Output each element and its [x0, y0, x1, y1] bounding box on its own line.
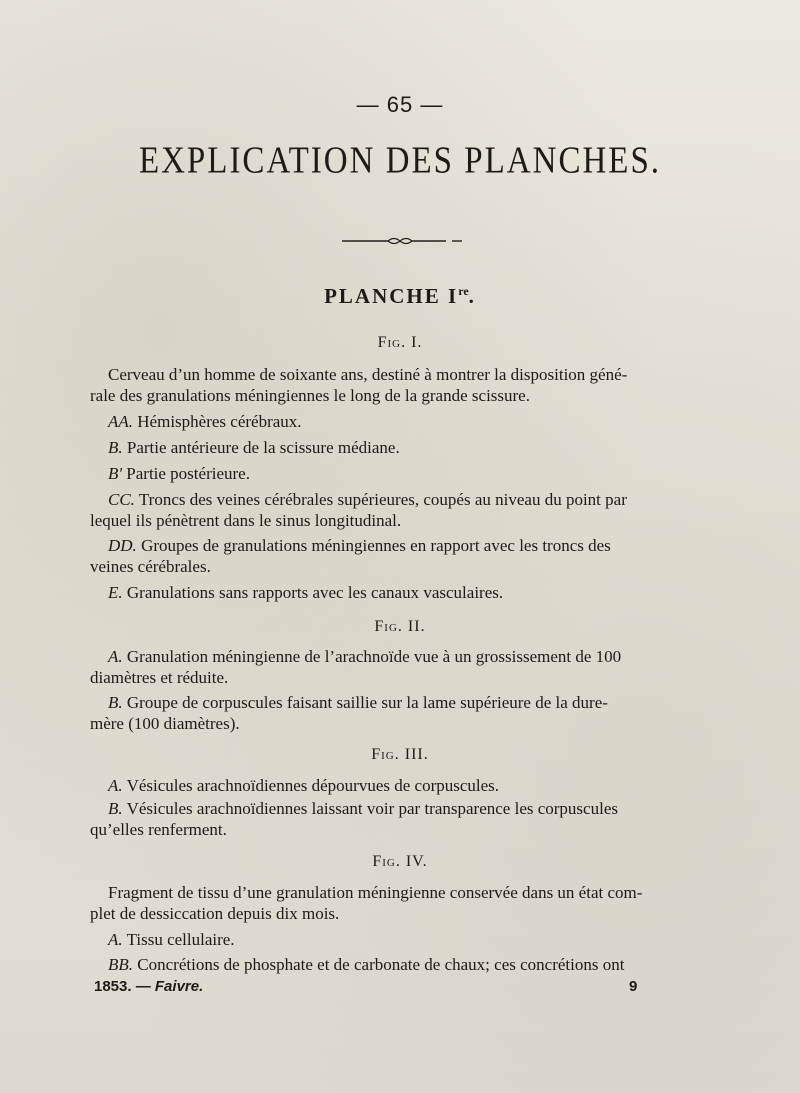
figure-paragraph: CC. Troncs des veines cérébrales supérieures, coupés au niveau du point par [108, 490, 627, 509]
footer-year: 1853. — [94, 978, 151, 995]
figure-paragraph: A. Granulation méningienne de l’arachnoïde vue à un grossissement de 100 [108, 647, 622, 666]
figure-paragraph: plet de dessiccation depuis dix mois. [90, 904, 340, 923]
page-footer [94, 978, 694, 995]
figure-heading: Fig. IV. [372, 853, 428, 870]
figure-paragraph: A. Tissu cellulaire. [108, 930, 235, 949]
figure-paragraph: mère (100 diamètres). [90, 714, 240, 733]
figure-paragraph: AA. Hémisphères cérébraux. [108, 412, 302, 431]
footer-author: Faivre. [154, 978, 204, 995]
figure-paragraph: veines cérébrales. [90, 557, 211, 576]
plate-label: PLANCHE I [324, 284, 459, 308]
figure-paragraph: B. Partie antérieure de la scissure médiane. [108, 438, 400, 457]
signature-mark: 9 [629, 978, 638, 995]
figure-heading: Fig. II. [374, 618, 426, 635]
figure-paragraph: E. Granulations sans rapports avec les canaux vasculaires. [108, 583, 504, 602]
ornament-divider [342, 236, 462, 246]
figure-heading: Fig. I. [377, 334, 423, 351]
plate-period: . [468, 284, 476, 308]
plate-superscript: re [458, 284, 469, 298]
figure-paragraph: rale des granulations méningiennes le long de la grande scissure. [90, 386, 530, 405]
page-title: EXPLICATION DES PLANCHES. [138, 140, 662, 182]
page-number: — 65 — [356, 92, 444, 117]
figure-heading: Fig. III. [371, 746, 429, 763]
figure-paragraph: B. Vésicules arachnoïdiennes laissant voir par transparence les corpuscules [108, 799, 618, 818]
figure-paragraph: qu’elles renferment. [90, 820, 227, 839]
figure-paragraph: BB. Concrétions de phosphate et de carbonate de chaux; ces concrétions ont [108, 955, 625, 974]
figure-paragraph: A. Vésicules arachnoïdiennes dépourvues de corpuscules. [108, 776, 500, 795]
figure-paragraph: DD. Groupes de granulations méningiennes en rapport avec les troncs des [108, 536, 611, 555]
figure-paragraph: Fragment de tissu d’une granulation méningienne conservée dans un état com- [108, 883, 643, 902]
figure-paragraph: Cerveau d’un homme de soixante ans, destiné à montrer la disposition géné- [108, 365, 628, 384]
figure-paragraph: lequel ils pénètrent dans le sinus longitudinal. [90, 511, 402, 530]
figure-paragraph: diamètres et réduite. [90, 668, 229, 687]
figure-paragraph: B. Groupe de corpuscules faisant saillie sur la lame supérieure de la dure- [108, 693, 608, 712]
figure-paragraph: B' Partie postérieure. [108, 464, 250, 483]
plate-title [0, 284, 800, 309]
